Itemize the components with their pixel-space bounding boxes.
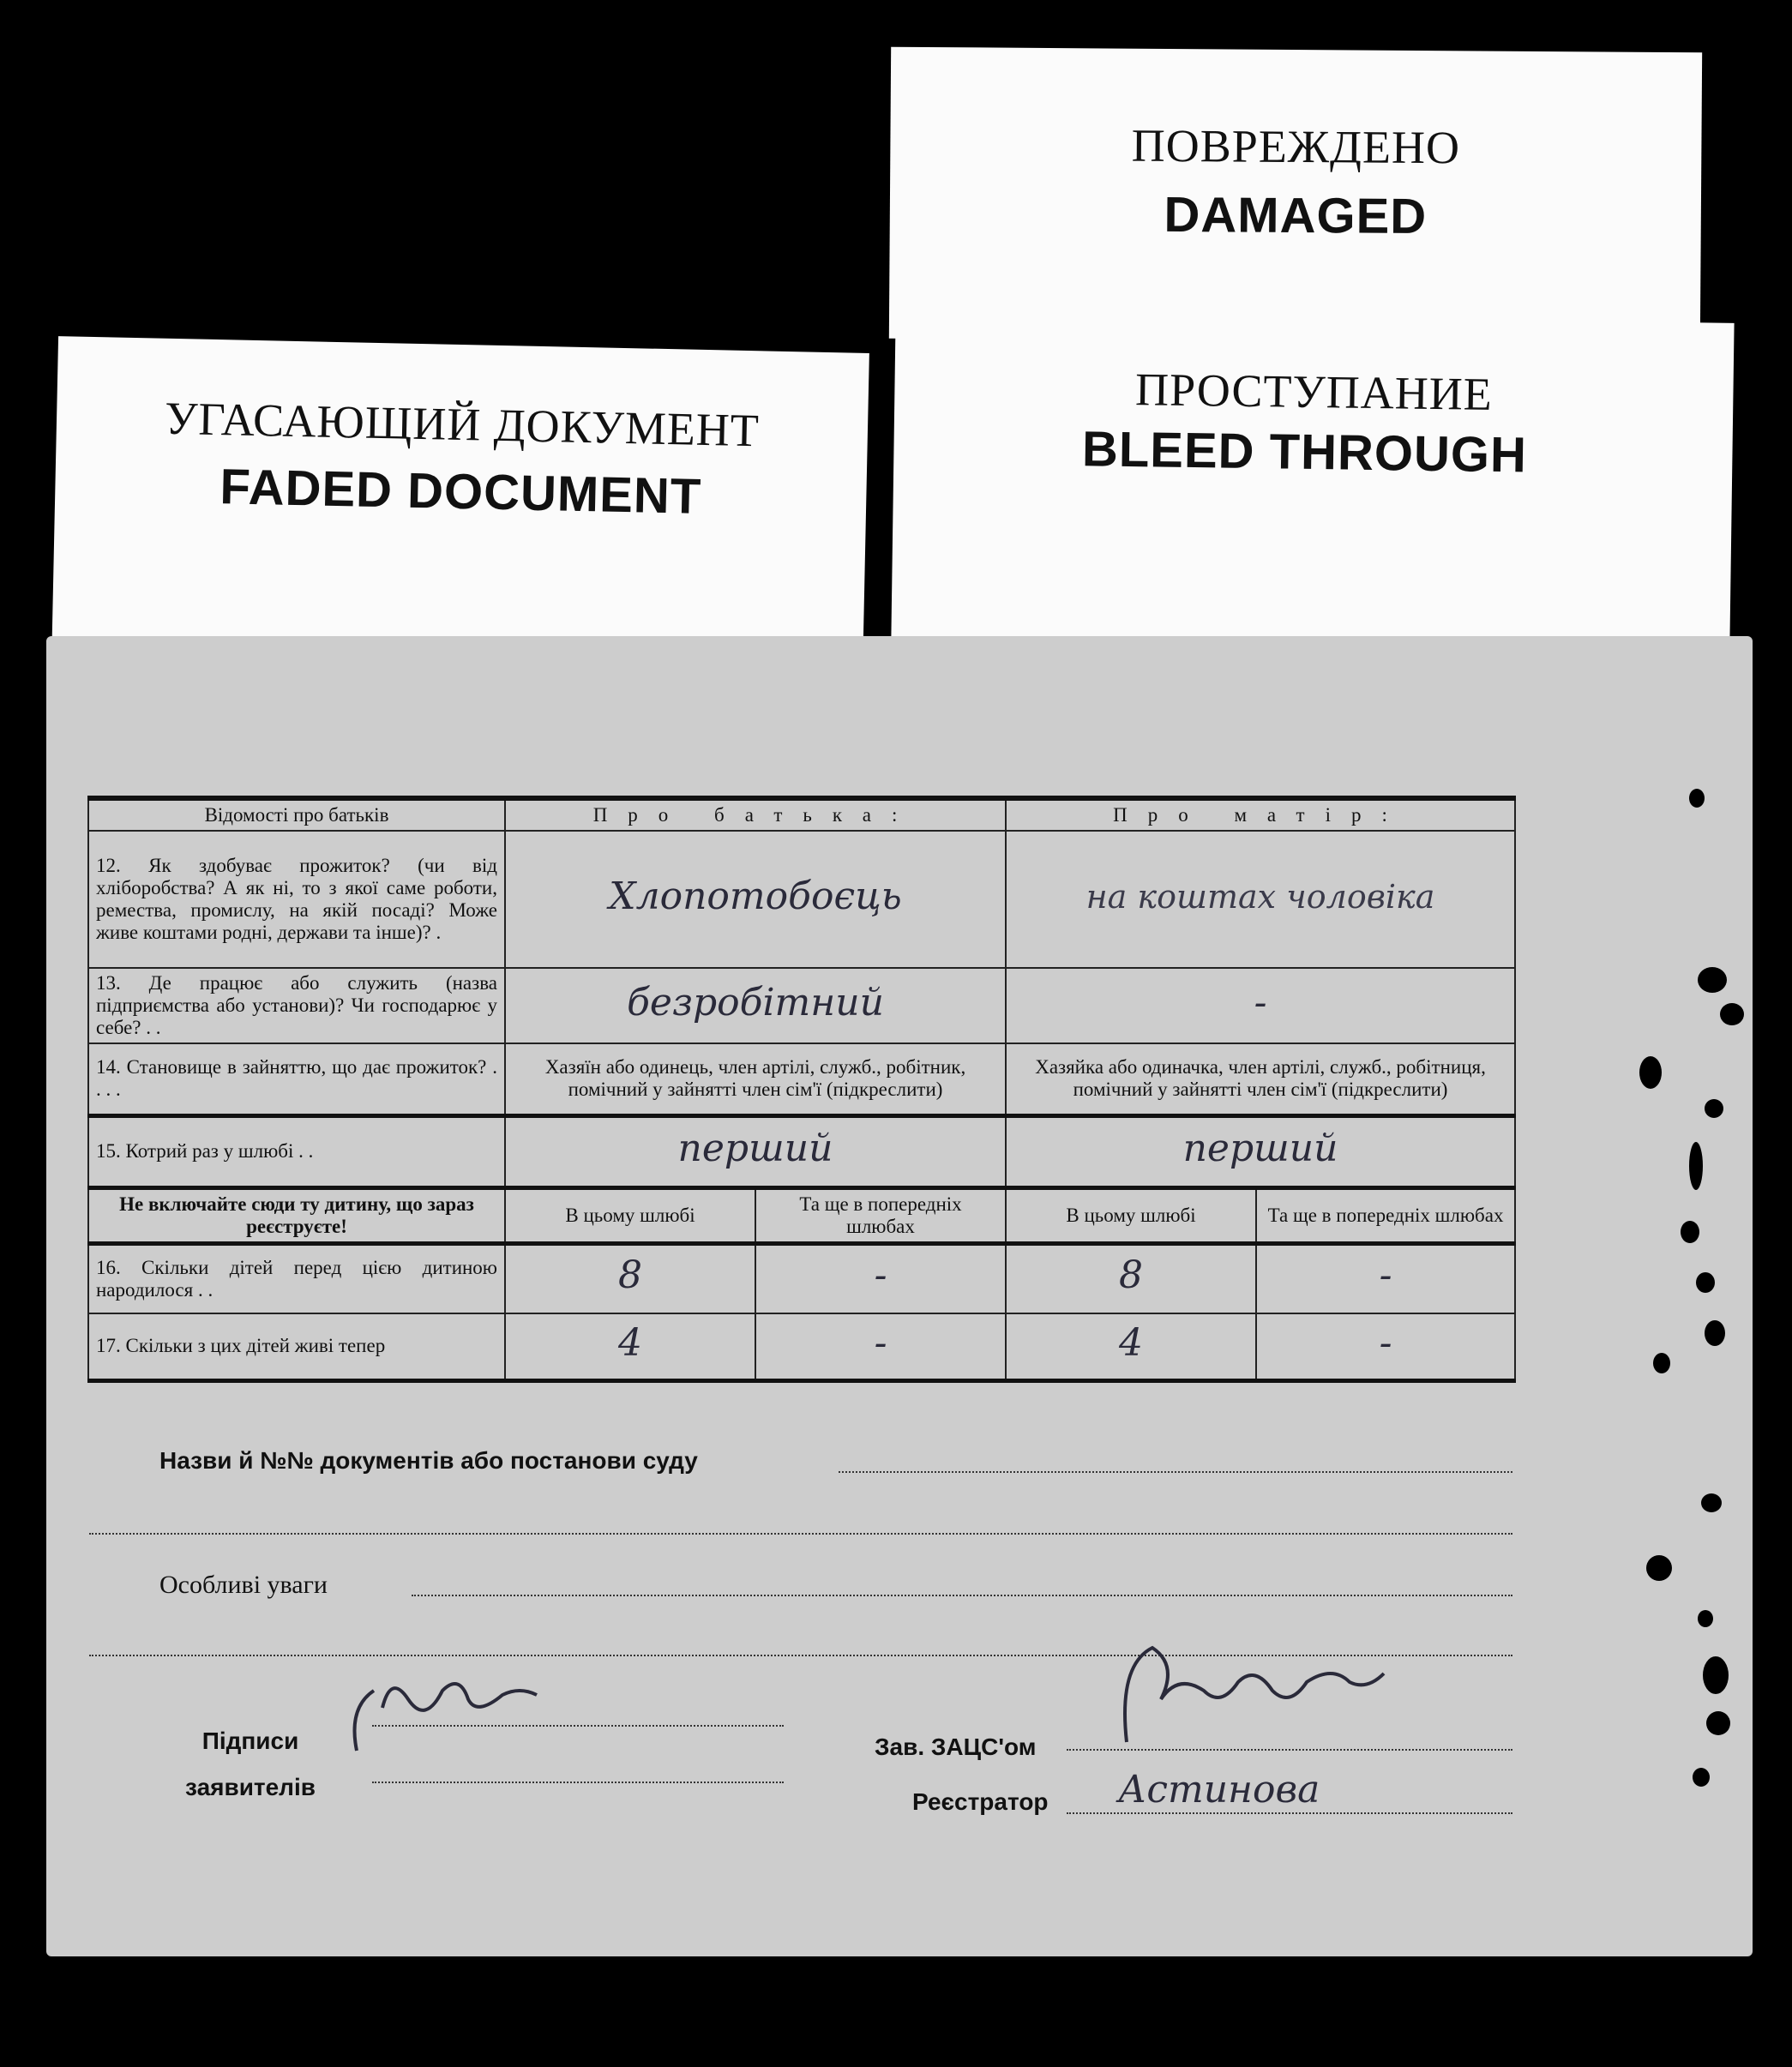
answer-15-mother: перший [1182,1126,1338,1170]
table-row-q17 [88,1313,1515,1380]
question-13-label: 13. Де працює або служить (назва підприємства або установи)? Чи господарює у себе? . . [88,968,505,1043]
answer-12-mother: на коштах чоловіка [1085,878,1435,916]
card-text-en: BLEED THROUGH [1081,421,1528,484]
label-card-bleed-through [891,311,1734,649]
table-row-q12 [88,831,1515,968]
card-text-en: DAMAGED [1164,186,1428,245]
question-12-label: 12. Як здобуває прожиток? (чи від хліборобства? А як ні, то з якої саме роботи, ремества, промислу, на якій посаді? Може живе коштами родні, держави та інше)? . [88,831,505,968]
damage-hole [1720,1003,1744,1025]
registrar-label: Реєстратор [912,1788,1049,1815]
documents-label: Назви й №№ документів або постанови суду [159,1447,698,1474]
col-mother-previous-marriages: Та ще в попередніх шлюбах [1256,1187,1515,1243]
parents-info-table [87,796,1516,1383]
header-father: Про батька: [505,798,1006,831]
card-text-ru: УГАСАЮЩИЙ ДОКУМЕНТ [164,392,761,457]
remarks-label: Особливі уваги [159,1571,328,1599]
answer-17-mother-prev: - [1379,1320,1392,1365]
answer-16-mother-prev: - [1379,1253,1392,1298]
header-mother: Про матір: [1006,798,1515,831]
col-mother-this-marriage: В цьому шлюбі [1006,1187,1256,1243]
damage-hole [1639,1056,1662,1089]
signature-line-1 [372,1725,784,1727]
damage-hole [1696,1272,1715,1293]
answer-14-mother: Хазяйка або одиначка, член артілі, служб., робітниця, помічний у зайнятті член сім'ї (підкреслити) [1006,1043,1515,1115]
table-row-q13 [88,968,1515,1043]
damage-hole [1703,1656,1729,1694]
answer-16-father-this: 8 [618,1253,642,1298]
signatures-label: Підписи заявителів [185,1728,316,1800]
head-line [1067,1749,1512,1751]
question-15-label: 15. Котрий раз у шлюбі . . [88,1115,505,1187]
registrar-signature: Астинова [1118,1768,1320,1812]
registrar-line [1067,1812,1512,1814]
damage-hole [1698,1610,1713,1627]
answer-17-mother-this: 4 [1119,1320,1144,1365]
table-row-q14 [88,1043,1515,1115]
damage-hole [1705,1099,1723,1118]
answer-13-father: безробітний [627,980,884,1024]
answer-15-father: перший [677,1126,833,1170]
answer-14-father: Хазяїн або одинець, член артілі, служб., робітник, помічний у зайнятті член сім'ї (підкреслити) [505,1043,1006,1115]
label-card-faded-document [51,336,869,679]
card-text-ru: ПОВРЕЖДЕНО [1131,119,1461,174]
damage-hole [1705,1320,1725,1346]
children-note: Не включайте сюди ту дитину, що зараз реєструєте! [88,1187,505,1243]
label-card-damaged [889,47,1702,345]
col-father-previous-marriages: Та ще в попередніх шлюбах [755,1187,1006,1243]
damage-hole [1689,789,1705,808]
answer-13-mother: - [1254,980,1267,1024]
card-text-en: FADED DOCUMENT [219,459,702,525]
form-sheet [46,636,1753,1956]
table-row-children-header [88,1187,1515,1243]
damage-hole [1681,1221,1699,1243]
damage-hole [1693,1768,1710,1787]
damage-hole [1698,967,1727,993]
col-father-this-marriage: В цьому шлюбі [505,1187,755,1243]
signature-line-2 [372,1782,784,1783]
damage-hole [1653,1353,1670,1373]
table-row-q16 [88,1243,1515,1313]
documents-line-2 [89,1533,1512,1535]
answer-17-father-prev: - [874,1320,887,1365]
answer-16-father-prev: - [874,1253,887,1298]
damage-hole [1689,1142,1703,1190]
question-14-label: 14. Становище в зайняттю, що дає прожиток? . . . . [88,1043,505,1115]
head-signature [1101,1631,1461,1759]
applicant-signature [322,1656,648,1776]
documents-line [839,1471,1512,1473]
question-17-label: 17. Скільки з цих дітей живі тепер [88,1313,505,1380]
question-16-label: 16. Скільки дітей перед цією дитиною народилося . . [88,1243,505,1313]
damage-hole [1706,1711,1730,1735]
answer-12-father: Хлопотобоєць [609,874,902,918]
card-text-ru: ПРОСТУПАНИЕ [1134,364,1494,420]
table-header-row [88,798,1515,831]
remarks-line [412,1595,1512,1596]
damage-hole [1701,1493,1722,1512]
damage-hole [1646,1555,1672,1581]
table-row-q15 [88,1115,1515,1187]
head-label: Зав. ЗАЦС'ом [875,1734,1037,1760]
answer-17-father-this: 4 [618,1320,642,1365]
answer-16-mother-this: 8 [1119,1253,1144,1298]
header-parents-info: Відомості про батьків [88,798,505,831]
